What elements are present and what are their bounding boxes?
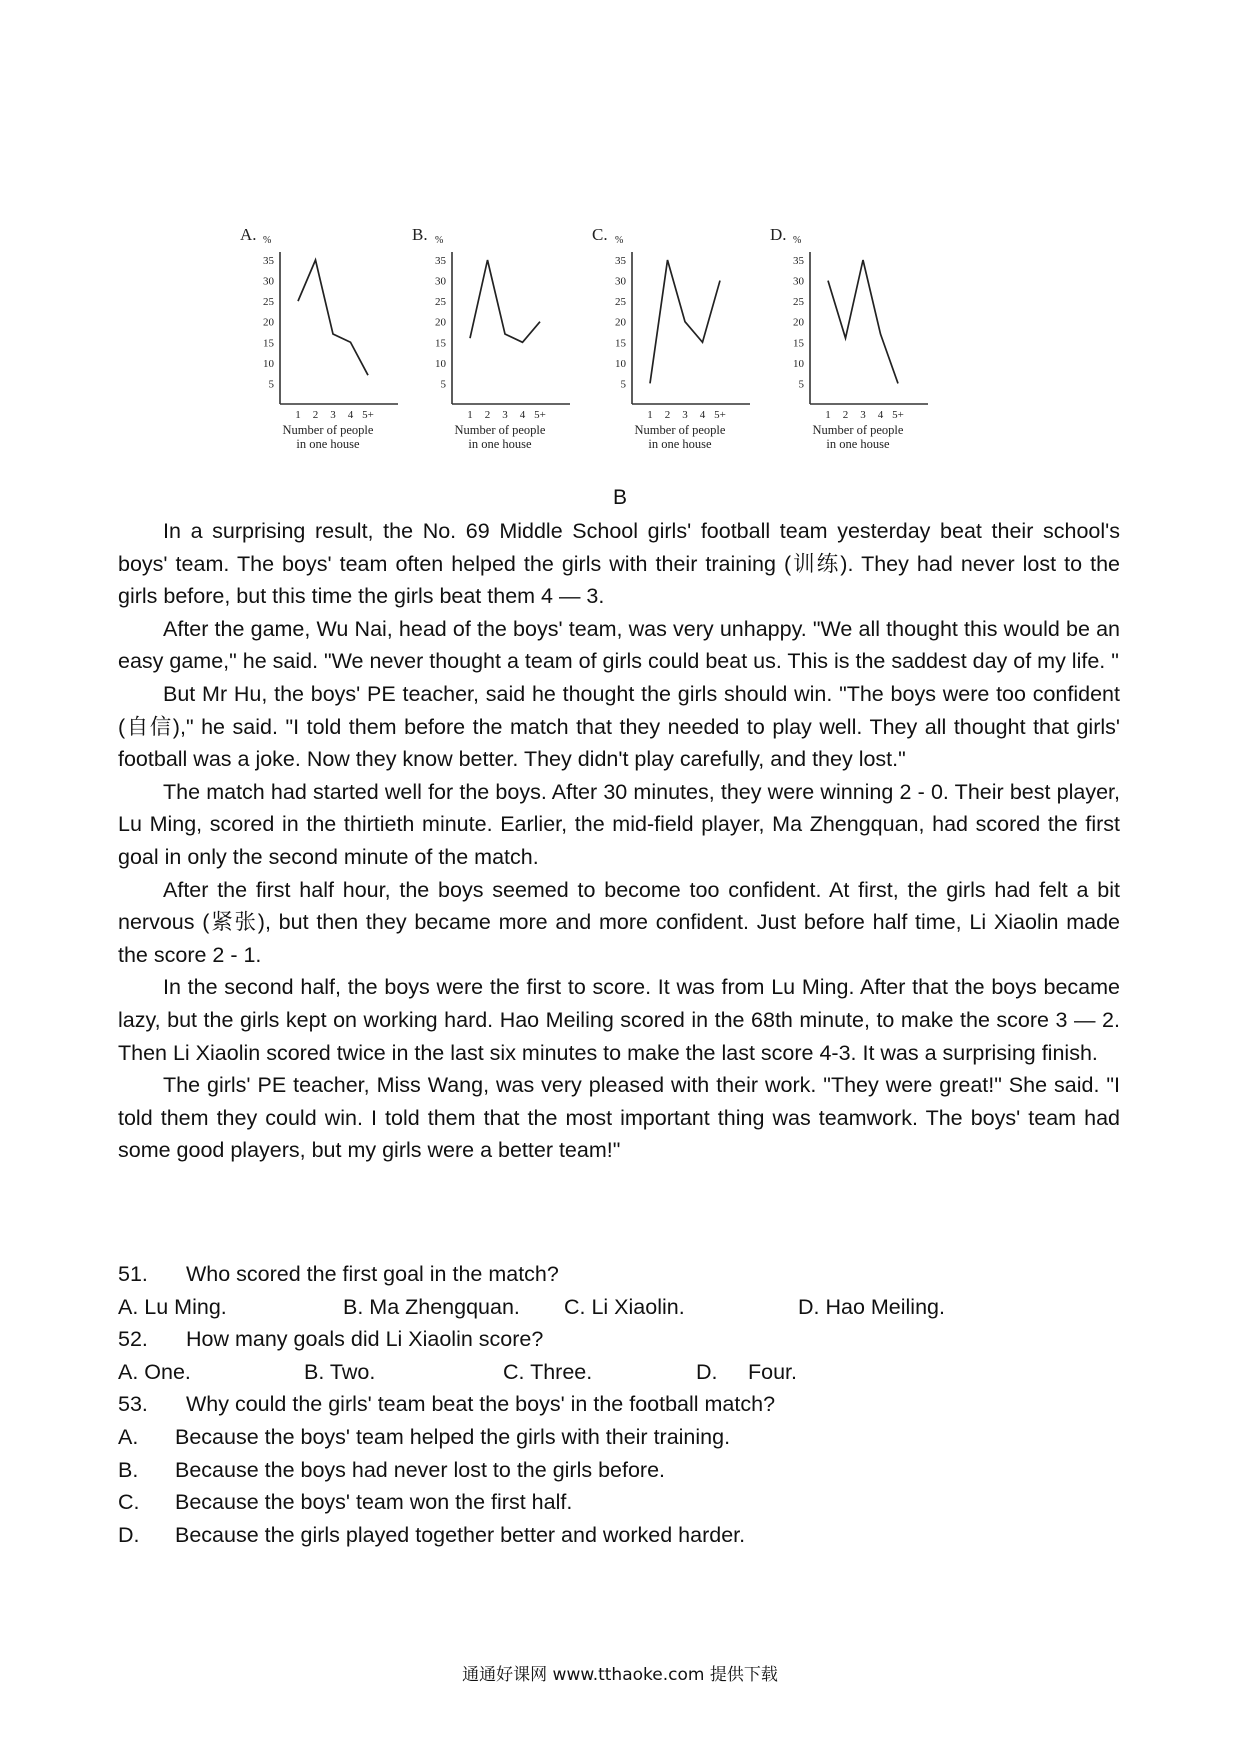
y-tick-label: 35 — [263, 255, 274, 267]
passage-paragraph: After the game, Wu Nai, head of the boys' team, was very unhappy. "We all thought this would be an easy game," he said. "We never thought a team of girls could beat us. This is the saddest day of my life. " — [118, 616, 1120, 674]
option-letter: D. — [118, 1522, 140, 1547]
y-tick-label: 5 — [268, 378, 274, 391]
y-tick-label: 5 — [440, 378, 446, 391]
option-text: Because the boys' team helped the girls with their training. — [175, 1424, 731, 1449]
y-tick-label: 10 — [793, 357, 804, 370]
x-tick-label: 3 — [330, 409, 336, 421]
x-axis-label: in one house — [468, 437, 532, 451]
y-tick-label: 20 — [263, 316, 274, 329]
page-footer: 通通好课网 www.tthaoke.com 提供下载 — [462, 1665, 778, 1685]
questions — [118, 1258, 1120, 1551]
y-tick-label: 10 — [615, 357, 626, 370]
question-51-options — [118, 1291, 1120, 1324]
x-tick-label: 2 — [312, 409, 319, 421]
option-a: A. Lu Ming. — [118, 1294, 227, 1319]
question-53-option-c — [118, 1486, 1120, 1519]
reading-passage — [118, 515, 1120, 1167]
section-letter: B — [612, 486, 627, 509]
y-tick-label: 5 — [620, 378, 626, 391]
question-52 — [118, 1323, 1120, 1356]
question-number: 53. — [118, 1392, 148, 1417]
option-b: B. Two. — [304, 1359, 376, 1384]
y-tick-label: 5 — [798, 378, 804, 391]
question-52-options — [118, 1356, 1120, 1389]
y-tick-label: 10 — [435, 357, 446, 370]
x-tick-label: 2 — [664, 409, 671, 421]
x-axis-label: in one house — [648, 437, 712, 451]
option-c: C. Three. — [503, 1359, 593, 1384]
passage-paragraph: In a surprising result, the No. 69 Middle School girls' football team yesterday beat their school's boys' team. The boys' team often helped the girls with their training (训练). They had never lost to the girls before, but this time the girls beat them 4 — 3. — [118, 519, 1120, 609]
chart-a — [240, 225, 438, 472]
y-tick-label: 25 — [263, 296, 274, 309]
series-line — [298, 260, 368, 375]
chart-label: C. — [592, 225, 608, 244]
option-letter: C. — [118, 1490, 140, 1515]
y-tick-label: 25 — [615, 296, 626, 309]
y-tick-label: 15 — [263, 337, 274, 350]
x-tick-label: 4 — [699, 409, 706, 421]
y-tick-label: 30 — [435, 275, 446, 288]
y-tick-label: 35 — [793, 255, 804, 267]
y-unit-label: % — [263, 235, 272, 246]
option-b: B. Ma Zhengquan. — [343, 1294, 520, 1319]
y-tick-label: 15 — [793, 337, 804, 350]
x-tick-label: 1 — [825, 409, 831, 421]
y-tick-label: 20 — [615, 316, 626, 329]
passage-paragraph: After the first half hour, the boys seemed to become too confident. At first, the girls had felt a bit nervous (紧张), but then they became more and more confident. Just before half time, Li Xiaolin made the score 2 - 1. — [118, 877, 1120, 967]
chart-label: B. — [412, 225, 428, 244]
x-tick-label: 4 — [519, 409, 526, 421]
x-tick-label: 4 — [347, 409, 354, 421]
y-tick-label: 25 — [793, 296, 804, 309]
option-text: Because the boys' team won the first half. — [175, 1490, 573, 1515]
passage-paragraph: The girls' PE teacher, Miss Wang, was very pleased with their work. "They were great!" She said. "I told them they could win. I told them that the most important thing was teamwork. The boys' team had some good players, but my girls were a better team!" — [118, 1073, 1120, 1163]
question-text: Why could the girls' team beat the boys' in the football match? — [186, 1392, 776, 1417]
option-text: Because the girls played together better and worked harder. — [175, 1522, 746, 1547]
x-axis-label: in one house — [826, 437, 890, 451]
passage-paragraph: The match had started well for the boys. After 30 minutes, they were winning 2 - 0. Their best player, Lu Ming, scored in the thirtieth minute. Earlier, the mid-field player, Ma Zhengquan, had scored the first goal in only the second minute of the match. — [118, 779, 1120, 869]
x-axis-label: in one house — [296, 437, 360, 451]
x-axis-label: Number of people — [454, 423, 546, 437]
option-d: D. Hao Meiling. — [798, 1294, 945, 1319]
y-tick-label: 30 — [793, 275, 804, 288]
y-tick-label: 10 — [263, 357, 274, 370]
x-tick-label: 4 — [877, 409, 884, 421]
question-53-option-a — [118, 1421, 1120, 1454]
y-tick-label: 35 — [435, 255, 446, 267]
chart-label: D. — [770, 225, 787, 244]
x-tick-label: 2 — [842, 409, 849, 421]
y-tick-label: 20 — [435, 316, 446, 329]
y-unit-label: % — [615, 235, 624, 246]
question-53-option-d — [118, 1519, 1120, 1552]
passage-paragraph: But Mr Hu, the boys' PE teacher, said he thought the girls should win. "The boys were too confident (自信)," he said. "I told them before the match that they needed to play well. They all thought that girls' football was a joke. Now they know better. They didn't play carefully, and they lost." — [118, 681, 1120, 772]
x-tick-label: 5+ — [534, 409, 546, 421]
x-tick-label: 5+ — [892, 409, 904, 421]
y-tick-label: 30 — [263, 275, 274, 288]
question-number: 52. — [118, 1327, 148, 1352]
chart-d — [770, 225, 968, 472]
x-axis-label: Number of people — [812, 423, 904, 437]
option-a: A. One. — [118, 1359, 191, 1384]
option-text: Because the boys had never lost to the girls before. — [175, 1457, 666, 1482]
series-line — [470, 260, 540, 342]
passage-paragraph: In the second half, the boys were the first to score. It was from Lu Ming. After that the boys became lazy, but the girls kept on working hard. Hao Meiling scored in the 68th minute, to make the score 3 — 2. Then Li Xiaolin scored twice in the last six minutes to make the last score 4-3. It was a surprising finish. — [118, 975, 1120, 1065]
x-tick-label: 5+ — [714, 409, 726, 421]
x-tick-label: 5+ — [362, 409, 374, 421]
x-tick-label: 3 — [502, 409, 508, 421]
question-53 — [118, 1388, 1120, 1421]
y-unit-label: % — [435, 235, 444, 246]
option-c: C. Li Xiaolin. — [564, 1294, 685, 1319]
question-number: 51. — [118, 1262, 148, 1286]
x-tick-label: 1 — [295, 409, 301, 421]
series-line — [650, 260, 720, 383]
x-tick-label: 3 — [860, 409, 866, 421]
x-axis-label: Number of people — [282, 423, 374, 437]
y-tick-label: 20 — [793, 316, 804, 329]
option-d-letter: D. — [696, 1359, 718, 1384]
chart-label: A. — [240, 225, 257, 244]
question-51 — [118, 1258, 1120, 1291]
y-tick-label: 25 — [435, 296, 446, 309]
y-tick-label: 35 — [615, 255, 626, 267]
chart-options-group — [240, 225, 998, 472]
question-53-option-b — [118, 1454, 1120, 1487]
x-tick-label: 1 — [647, 409, 653, 421]
chart-b — [412, 225, 610, 472]
chart-c — [592, 225, 790, 472]
question-text: How many goals did Li Xiaolin score? — [186, 1327, 544, 1352]
x-tick-label: 3 — [682, 409, 688, 421]
x-tick-label: 1 — [467, 409, 473, 421]
series-line — [828, 260, 898, 383]
option-letter: A. — [118, 1424, 139, 1449]
x-tick-label: 2 — [484, 409, 491, 421]
option-d: Four. — [748, 1359, 797, 1384]
x-axis-label: Number of people — [634, 423, 726, 437]
y-tick-label: 15 — [615, 337, 626, 350]
y-tick-label: 15 — [435, 337, 446, 350]
question-text: Who scored the first goal in the match? — [186, 1262, 559, 1286]
y-unit-label: % — [793, 235, 802, 246]
y-tick-label: 30 — [615, 275, 626, 288]
option-letter: B. — [118, 1457, 139, 1482]
